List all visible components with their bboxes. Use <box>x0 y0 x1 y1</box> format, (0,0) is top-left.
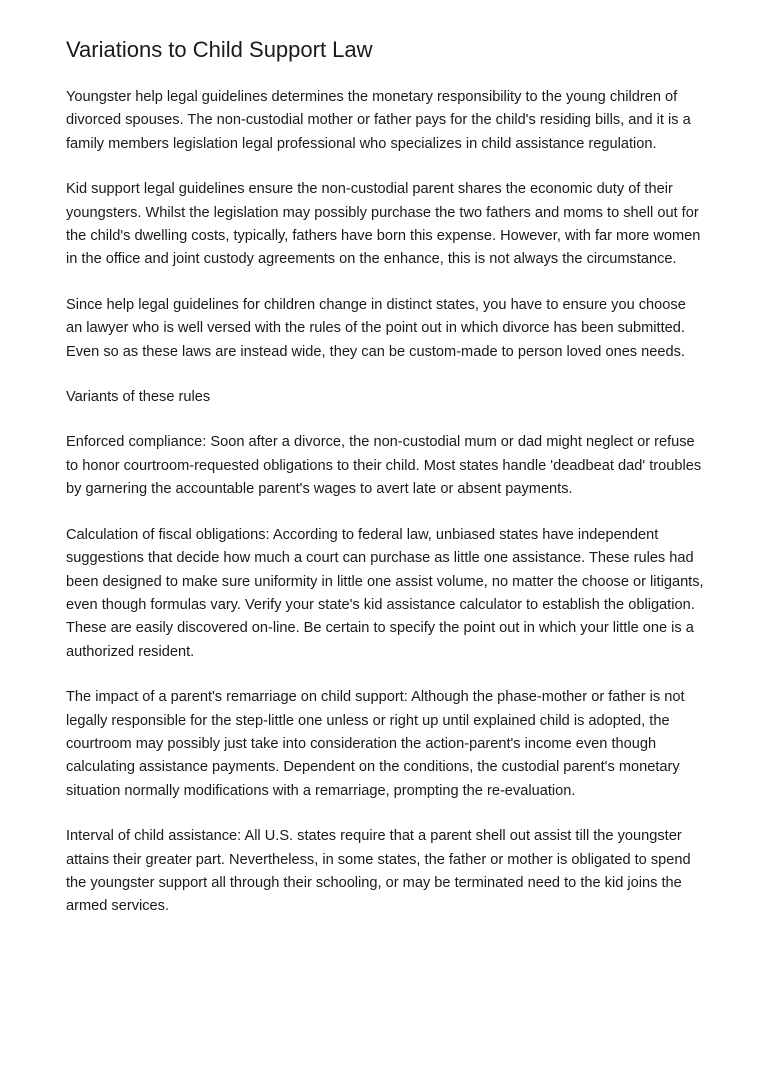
paragraph-state-laws: Since help legal guidelines for children change in distinct states, you have to ensure you choose an lawyer who is well versed with the rules of the point out in which divorce has been submitted. Even so as these laws are instead wide, they can be custom-made to person loved ones needs. <box>66 296 686 360</box>
paragraph-interval: Interval of child assistance: All U.S. states require that a parent shell out assist till the youngster attains their greater part. Nevertheless, in some states, the father or mother is obligated to spend the youngster support all through their schooling, or may be terminated need to the kid joins the armed services. <box>66 828 691 915</box>
document-title: Variations to Child Support Law <box>66 37 373 62</box>
paragraph-shared-duty: Kid support legal guidelines ensure the non-custodial parent shares the economic duty of their youngsters. Whilst the legislation may possibly purchase the two fathers and moms to shell out for the child's dwelling costs, typically, fathers have born this expense. However, with far more women in the office and joint custody agreements on the enhance, this is not always the circumstance. <box>66 181 701 268</box>
paragraph-fiscal-obligations: Calculation of fiscal obligations: According to federal law, unbiased states have independent suggestions that decide how much a court can purchase as little one assistance. These rules had been designed to make sure uniformity in little one assist volume, no matter the choose or litigants, even though formulas vary. Verify your state's kid assistance calculator to establish the obligation. These are easily discovered on-line. Be certain to specify the point out in which your little one is a authorized resident. <box>66 526 704 660</box>
document-page <box>66 36 706 941</box>
paragraph-remarriage: The impact of a parent's remarriage on child support: Although the phase-mother or father is not legally responsible for the step-little one unless or right up until explained child is adopted, the courtroom may possibly just take into consideration the action-parent's income even though calculating assistance payments. Dependent on the conditions, the custodial parent's monetary situation normally modifications with a remarriage, prompting the re-evaluation. <box>66 689 685 799</box>
paragraph-enforced-compliance: Enforced compliance: Soon after a divorce, the non-custodial mum or dad might neglect or refuse to honor courtroom-requested obligations to their child. Most states handle 'deadbeat dad' troubles by garnering the accountable parent's wages to avert late or absent payments. <box>66 434 702 498</box>
section-heading-variants: Variants of these rules <box>66 389 211 406</box>
paragraph-intro: Youngster help legal guidelines determines the monetary responsibility to the young children of divorced spouses. The non-custodial mother or father pays for the child's residing bills, and it is a family members legislation legal professional who specializes in child assistance regulation. <box>66 89 691 152</box>
